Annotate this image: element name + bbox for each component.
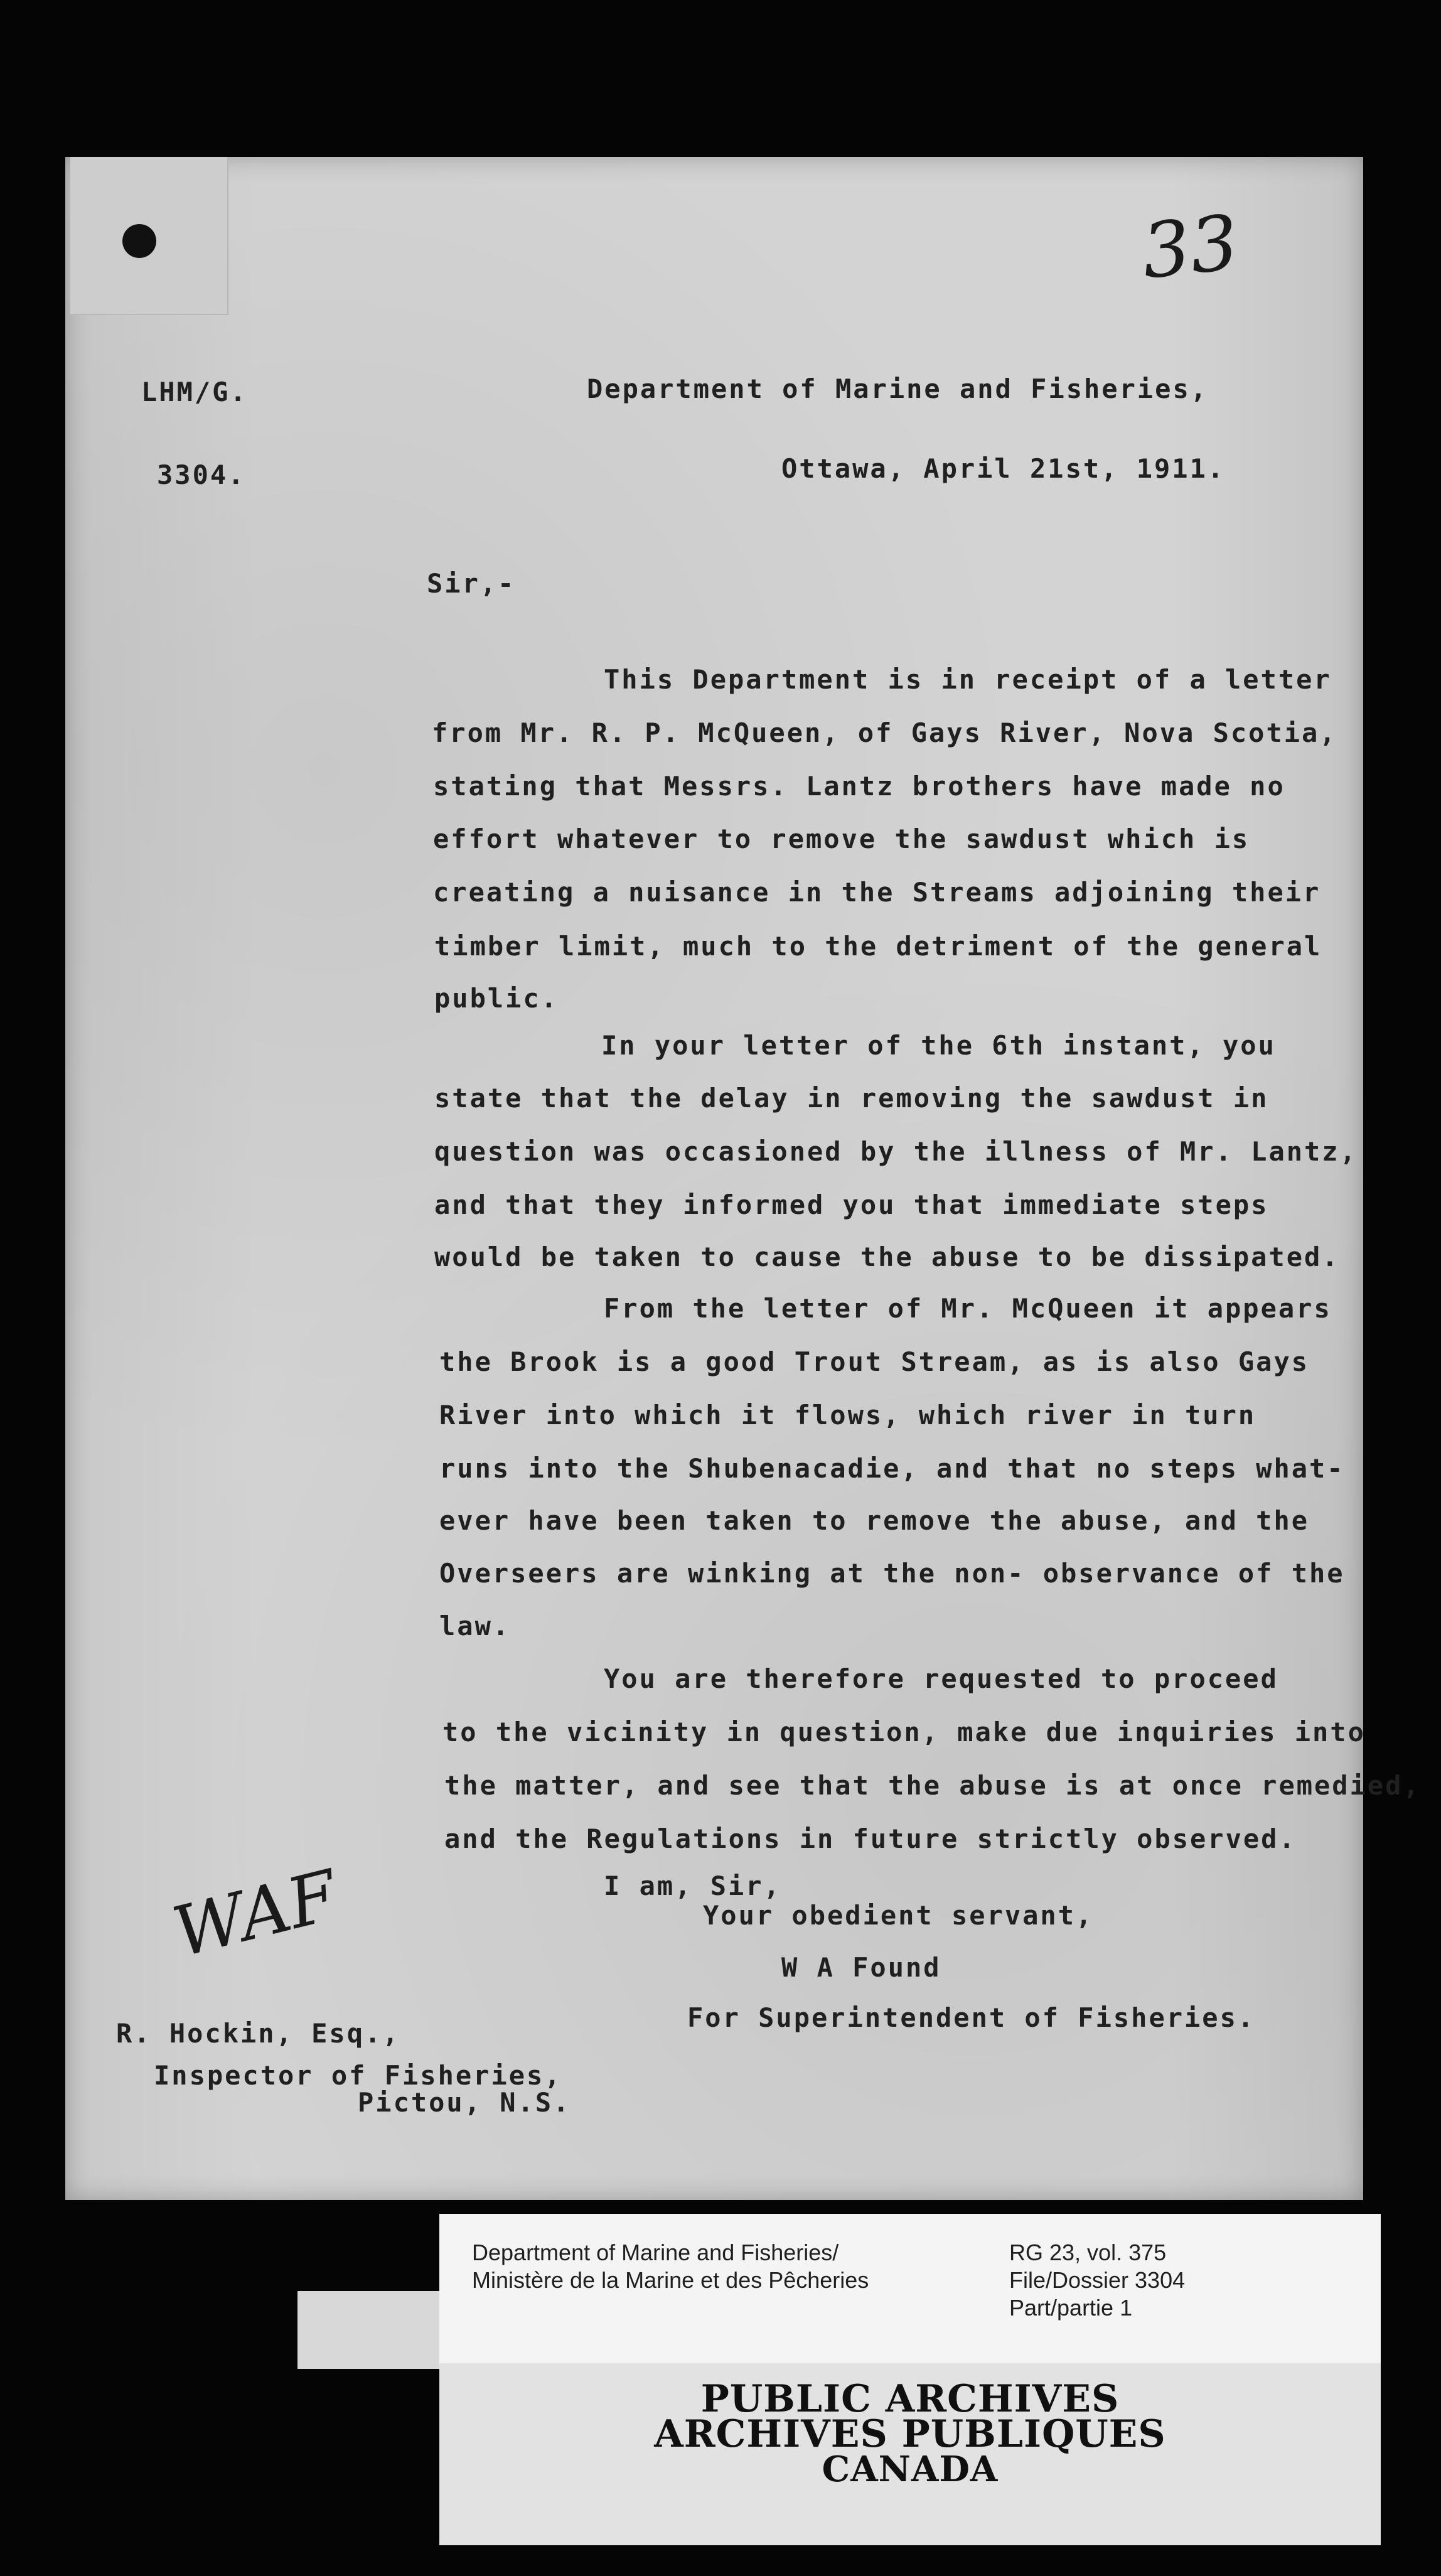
- department-heading: Department of Marine and Fisheries,: [587, 373, 1209, 404]
- archive-dept-en: Department of Marine and Fisheries/: [472, 2240, 839, 2265]
- signatory-name: W A Found: [781, 1952, 941, 1983]
- place-date: Ottawa, April 21st, 1911.: [781, 453, 1226, 484]
- body-line: Overseers are winking at the non- observance of the: [439, 1558, 1345, 1589]
- recipient-name: R. Hockin, Esq.,: [116, 2018, 400, 2049]
- body-line: From the letter of Mr. McQueen it appears: [604, 1293, 1332, 1324]
- body-line: question was occasioned by the illness of Mr. Lantz,: [434, 1136, 1358, 1167]
- file-number: 3304.: [157, 459, 246, 490]
- handwritten-initials: WAF: [165, 1855, 345, 1973]
- body-line: state that the delay in removing the sawdust in: [434, 1083, 1269, 1114]
- closing-line: Your obedient servant,: [703, 1900, 1094, 1931]
- body-line: the Brook is a good Trout Stream, as is also Gays: [439, 1346, 1310, 1377]
- stamp-line-2: ARCHIVES PUBLIQUES: [654, 2412, 1166, 2456]
- punch-hole: [122, 224, 156, 258]
- archive-card: [439, 2214, 1381, 2364]
- body-line: from Mr. R. P. McQueen, of Gays River, Nova Scotia,: [432, 717, 1337, 748]
- stamp-line-3: CANADA: [822, 2449, 999, 2490]
- body-line: the matter, and see that the abuse is at once remedied,: [444, 1770, 1421, 1801]
- body-line: ever have been taken to remove the abuse, and the: [439, 1505, 1310, 1536]
- body-line: and the Regulations in future strictly observed.: [444, 1823, 1297, 1854]
- body-line: to the vicinity in question, make due inquiries into: [442, 1717, 1366, 1747]
- reference-initials: LHM/G.: [141, 377, 248, 407]
- body-line: would be taken to cause the abuse to be dissipated.: [434, 1242, 1340, 1272]
- body-line: stating that Messrs. Lantz brothers have made no: [433, 771, 1285, 802]
- archive-part: Part/partie 1: [1009, 2295, 1133, 2321]
- salutation: Sir,-: [427, 568, 516, 599]
- archive-stamp: [439, 2363, 1381, 2545]
- stamp-line-1: PUBLIC ARCHIVES: [700, 2377, 1120, 2421]
- archive-dept-fr: Ministère de la Marine et des Pêcheries: [472, 2267, 869, 2293]
- closing-line: I am, Sir,: [604, 1870, 781, 1901]
- archive-file: File/Dossier 3304: [1009, 2267, 1186, 2293]
- recipient-place: Pictou, N.S.: [358, 2087, 571, 2118]
- body-line: In your letter of the 6th instant, you: [601, 1030, 1276, 1061]
- body-line: effort whatever to remove the sawdust which is: [433, 824, 1250, 854]
- body-line: This Department is in receipt of a letter: [604, 664, 1332, 695]
- body-line: and that they informed you that immediate steps: [434, 1189, 1269, 1220]
- handwritten-file-number: 33: [1138, 199, 1243, 296]
- signatory-title: For Superintendent of Fisheries.: [687, 2002, 1256, 2033]
- body-line: law.: [439, 1611, 511, 1641]
- body-line: runs into the Shubenacadie, and that no steps what-: [439, 1453, 1345, 1484]
- archive-rg: RG 23, vol. 375: [1009, 2240, 1167, 2265]
- body-line: You are therefore requested to proceed: [604, 1663, 1278, 1694]
- body-line: timber limit, much to the detriment of the general: [434, 931, 1322, 962]
- body-line: creating a nuisance in the Streams adjoining their: [433, 877, 1321, 908]
- body-line: public.: [434, 983, 559, 1014]
- body-line: River into which it flows, which river in turn: [439, 1400, 1256, 1430]
- recipient-title: Inspector of Fisheries,: [154, 2060, 562, 2091]
